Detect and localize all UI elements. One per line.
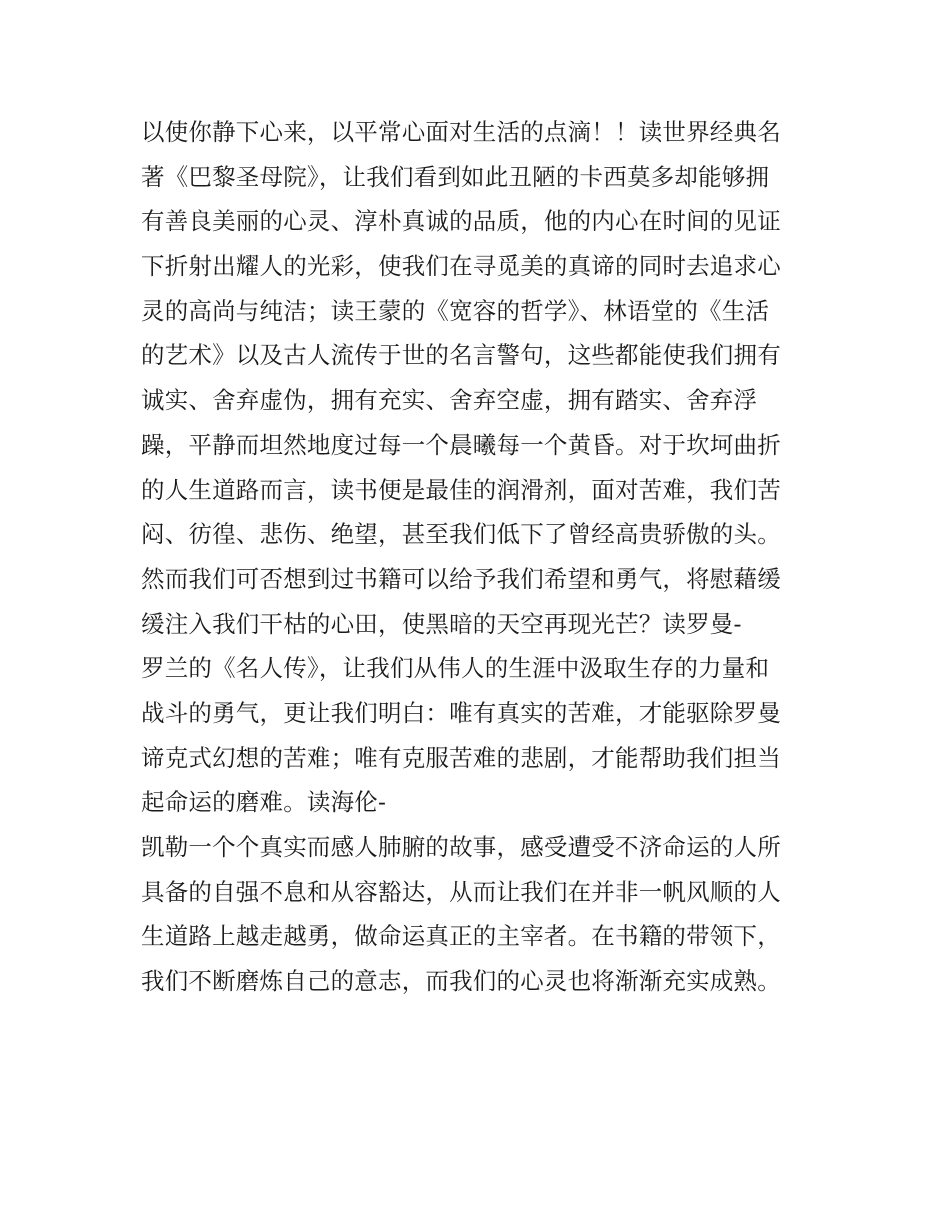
text-line: 战斗的勇气，更让我们明白：唯有真实的苦难，才能驱除罗曼: [141, 698, 781, 727]
text-line: 凯勒一个个真实而感人肺腑的故事，感受遭受不济命运的人所: [141, 833, 781, 861]
text-line: 诚实、舍弃虚伪，拥有充实、舍弃空虚，拥有踏实、舍弃浮: [141, 386, 758, 415]
text-line: 灵的高尚与纯洁；读王蒙的《宽容的哲学》、林语堂的《生活: [141, 296, 770, 325]
text-line: 有善良美丽的心灵、淳朴真诚的品质，他的内心在时间的见证: [141, 207, 781, 236]
text-line: 的人生道路而言，读书便是最佳的润滑剂，面对苦难，我们苦: [141, 475, 781, 504]
text-line: 具备的自强不息和从容豁达，从而让我们在并非一帆风顺的人: [141, 877, 781, 906]
text-line: 著《巴黎圣母院》，让我们看到如此丑陋的卡西莫多却能够拥: [141, 162, 770, 191]
text-line: 以使你静下心来，以平常心面对生活的点滴！！读世界经典名: [141, 118, 781, 146]
text-line: 的艺术》以及古人流传于世的名言警句，这些都能使我们拥有: [141, 341, 781, 370]
text-line: 起命运的磨难。读海伦-: [141, 788, 387, 817]
text-line: 我们不断磨炼自己的意志，而我们的心灵也将渐渐充实成熟。: [141, 967, 781, 996]
text-line: 生道路上越走越勇，做命运真正的主宰者。在书籍的带领下，: [141, 922, 781, 951]
text-line: 闷、彷徨、悲伤、绝望，甚至我们低下了曾经高贵骄傲的头。: [141, 520, 781, 549]
text-line: 躁，平静而坦然地度过每一个晨曦每一个黄昏。对于坎坷曲折: [141, 430, 781, 459]
text-line: 下折射出耀人的光彩，使我们在寻觅美的真谛的同时去追求心: [141, 252, 781, 281]
text-line: 谛克式幻想的苦难；唯有克服苦难的悲剧，才能帮助我们担当: [141, 743, 781, 772]
text-line: 罗兰的《名人传》，让我们从伟人的生涯中汲取生存的力量和: [141, 654, 770, 683]
text-line: 然而我们可否想到过书籍可以给予我们希望和勇气，将慰藉缓: [141, 564, 781, 593]
body-text: [141, 110, 821, 1004]
text-line: 缓注入我们干枯的心田，使黑暗的天空再现光芒？读罗曼-: [141, 609, 742, 638]
